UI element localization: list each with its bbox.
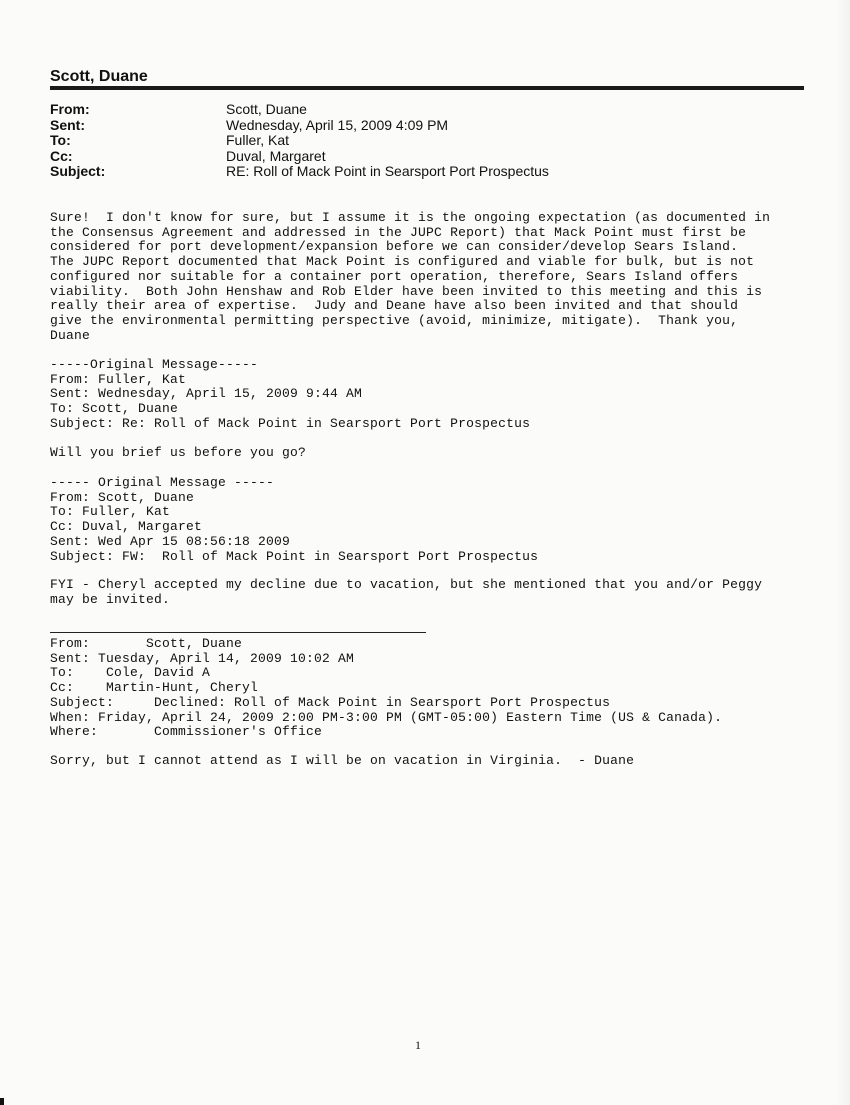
header-label: To: [50,132,71,148]
header-value: Scott, Duane [226,101,307,117]
page-number: 1 [415,1038,421,1052]
original-message-2-header: ----- Original Message ----- From: Scott, Duane To: Fuller, Kat Cc: Duval, Margaret Sent: Wed Apr 15 08:56:18 2009 Subject: FW: Roll of Mack Point in Searsport Port Prospectus [50,475,539,564]
header-subject-row [50,164,549,180]
header-to-row [50,133,549,149]
declined-meeting-body: Sorry, but I cannot attend as I will be on vacation in Virginia. - Duane [50,753,635,768]
header-sent-row [50,118,549,134]
original-message-2-body: FYI - Cheryl accepted my decline due to vacation, but she mentioned that you and/or Peggy may be invited. [50,577,763,607]
header-cc-row [50,149,549,165]
original-message-1-body: Will you brief us before you go? [50,445,307,460]
header-label: Subject: [50,163,106,179]
email-header [50,102,549,180]
header-value: Fuller, Kat [226,132,290,148]
original-message-1-header: -----Original Message----- From: Fuller, Kat Sent: Wednesday, April 15, 2009 9:44 AM To: Scott, Duane Subject: Re: Roll of Mack Point in Searsport Port Prospectus [50,357,531,431]
header-value: Duval, Margaret [226,147,326,164]
scan-corner-mark [0,1098,4,1105]
header-value: RE: Roll of Mack Point in Searsport Port Prospectus [226,163,549,179]
document-title: Scott, Duane [50,68,148,85]
declined-meeting-header: From: Scott, Duane Sent: Tuesday, April 14, 2009 10:02 AM To: Cole, David A Cc: Martin-Hunt, Cheryl Subject: Declined: Roll of Mack Point in Searsport Port Prospectus When: Friday, April 24, 2009 2:00 PM-3:00 PM (GMT-05:00) Eastern Time (US & Canada). Where: Commissioner's Office [50,636,723,740]
reply-body: Sure! I don't know for sure, but I assume it is the ongoing expectation (as documented in the Consensus Agreement and addressed in the JUPC Report) that Mack Point must first be considered for port development/expansion before we can consider/develop Sears Island. The JUPC Report documented that Mack Point is configured and viable for bulk, but is not configured nor suitable for a container port operation, therefore, Sears Island offers viability. Both John Henshaw and Rob Elder have been invited to this meeting and this is really their area of expertise. Judy and Deane have also been invited and that should give the environmental permitting perspective (avoid, minimize, mitigate). Thank you, Duane [50,210,771,343]
header-label: From: [50,101,90,117]
header-from-row [50,102,549,118]
page-edge-shadow [836,0,850,1105]
header-value: Wednesday, April 15, 2009 4:09 PM [226,116,449,133]
title-rule [50,86,804,90]
header-label: Sent: [50,116,85,133]
header-label: Cc: [50,147,73,164]
separator-line [50,632,426,633]
